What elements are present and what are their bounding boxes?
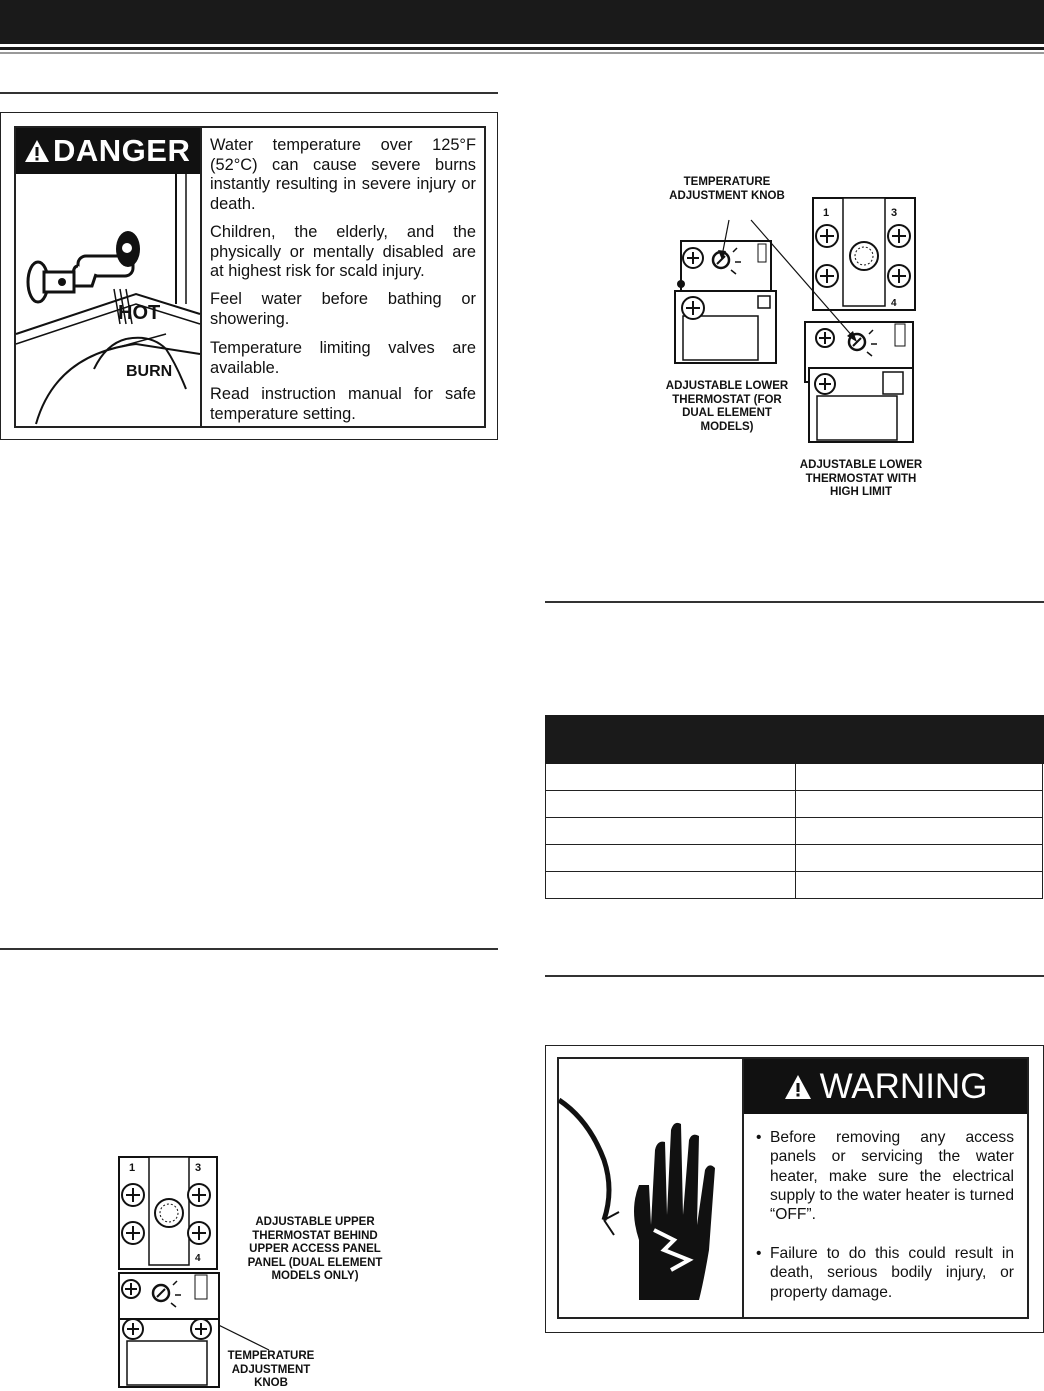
danger-header-text: DANGER — [53, 133, 191, 168]
warning-triangle-icon — [784, 1074, 812, 1100]
danger-header — [16, 128, 200, 174]
section-rule — [545, 601, 1044, 603]
warning-header — [744, 1059, 1027, 1114]
bullet-icon: • — [756, 1129, 762, 1146]
section-rule — [0, 948, 498, 950]
knob-label: TEMPERATURE ADJUSTMENT KNOB — [669, 176, 785, 202]
high-limit-caption: ADJUSTABLE LOWER THERMOSTAT WITH HIGH LIMIT — [799, 459, 923, 498]
dual-element-caption: ADJUSTABLE LOWER THERMOSTAT (FOR DUAL ELEMENT MODELS) — [665, 380, 789, 433]
danger-divider — [200, 128, 202, 426]
warning-bullet: • Failure to do this could result in death, serious bodily injury, or property damage. — [756, 1245, 1014, 1301]
upper-thermostat-diagram — [117, 1155, 220, 1389]
section-rule — [0, 92, 498, 94]
warning-bullet: • Before removing any access panels or servicing the water heater, make sure the electrical supply to the water heater is turned “OFF”. — [756, 1129, 1014, 1224]
header-rule-light — [0, 52, 1044, 54]
terminal-4-label: 4 — [891, 298, 897, 309]
danger-paragraph: Water temperature over 125°F (52°C) can cause severe burns instantly resulting in severe injury or death. — [210, 136, 476, 213]
bullet-icon: • — [756, 1245, 762, 1262]
terminal-1-label: 1 — [129, 1162, 136, 1174]
terminal-3-label: 3 — [891, 207, 898, 219]
header-rule — [0, 47, 1044, 50]
lower-thermostat-dual-diagram — [673, 236, 778, 366]
table-row — [545, 845, 1042, 872]
danger-paragraph: Feel water before bathing or showering. — [210, 290, 476, 328]
page-header-bar — [0, 0, 1044, 44]
table-border — [1042, 764, 1043, 899]
table-row — [545, 764, 1042, 791]
lower-thermostat-high-limit-diagram — [803, 196, 918, 444]
warning-header-text: WARNING — [819, 1066, 988, 1106]
danger-paragraph: Temperature limiting valves are available. — [210, 339, 476, 377]
scald-illustration — [16, 174, 200, 426]
table-header — [545, 715, 1044, 764]
table-row — [545, 791, 1042, 818]
terminal-4-label: 4 — [195, 1253, 201, 1264]
hot-text: HOT — [118, 302, 161, 324]
burn-text: BURN — [126, 363, 173, 380]
terminal-1-label: 1 — [823, 207, 830, 219]
warning-triangle-icon — [24, 139, 50, 163]
upper-knob-label: TEMPERATURE ADJUSTMENT KNOB — [227, 1350, 315, 1389]
danger-paragraph: Read instruction manual for safe temperature setting. — [210, 385, 476, 423]
terminal-3-label: 3 — [195, 1162, 202, 1174]
table-row — [545, 818, 1042, 845]
danger-paragraph: Children, the elderly, and the physically or mentally disabled are at highest risk for scald injury. — [210, 223, 476, 280]
section-rule — [545, 975, 1044, 977]
electric-shock-hand-icon — [559, 1090, 739, 1315]
upper-thermostat-caption: ADJUSTABLE UPPER THERMOSTAT BEHIND UPPER ACCESS PANEL PANEL (DUAL ELEMENT MODELS ONLY) — [247, 1216, 383, 1282]
table-row — [545, 872, 1042, 899]
